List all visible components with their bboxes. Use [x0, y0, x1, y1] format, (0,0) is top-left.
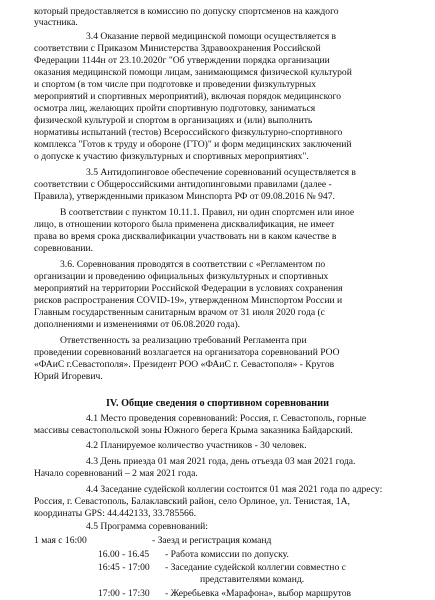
schedule-time: 16:45 - 17:00 [98, 562, 150, 573]
text-line: Начало соревнований – 2 мая 2021 года. [34, 468, 198, 479]
text-line: Ответственность за реализацию требований Регламента при [60, 335, 307, 346]
text-line: Главным государственным санитарным врачом от 31 июля 2020 года (с [34, 307, 325, 318]
text-line: мероприятий и спортивных мероприятий), включая порядок медицинского [34, 91, 342, 102]
text-line: В соответствии с пунктом 10.11.1. Правил, ни один спортсмен или иное [60, 207, 355, 218]
text-line: соответствии с Приказом Министерства Здравоохранения Российской [34, 43, 321, 54]
text-line: мероприятий на территории Российской Федерации в условиях сохранения [34, 283, 343, 294]
section-heading: IV. Общие сведения о спортивном соревновании [105, 398, 330, 409]
text-line: массивы севастопольской зоны Южного берега Крыма заказника Байдарский. [34, 425, 353, 436]
text-line: «ФАиС г.Севастополя». Президент РОО «ФАиС г. Севастополя» - Кругов [34, 359, 335, 370]
schedule-time: 16.00 - 16.45 [98, 549, 150, 560]
text-line: лицо, в отношении которого была применена дисквалификация, не имеет [34, 219, 335, 230]
text-line: Россия, г. Севастополь, Балаклавский район, село Орлиное, ул. Тенистая, 1А, [34, 496, 350, 507]
schedule-event: - Жеребьевка «Марафона», выбор маршрутов [165, 588, 352, 599]
text-line: который предоставляется в комиссию по допуску спортсменов на каждого [34, 6, 339, 17]
text-line: 4.1 Место проведения соревнований: Россия, г. Севастополь, горные [86, 413, 367, 424]
text-line: дополнениями и изменениями от 06.08.2020 года). [34, 319, 241, 330]
text-line: проведении соревнований возлагается на организатора соревнований РОО [34, 347, 340, 358]
text-line: о допуске к участию физкультурных и спортивных мероприятиях". [34, 151, 309, 162]
text-line: соревновании. [34, 243, 94, 254]
text-line: координаты GPS: 44.442133, 33.785566. [34, 508, 197, 519]
text-line: 3.6. Соревнования проводятся в соответствии с «Регламентом по [60, 259, 326, 270]
text-line: организации и проведению официальных физкультурных и спортивных [34, 271, 329, 282]
text-line: нормативы испытаний (тестов) Всероссийского физкультурно-спортивного [34, 127, 343, 138]
text-line: комплекса "Готов к труду и обороне (ГТО)" и форм медицинских заключений [34, 139, 352, 150]
text-line: оказания медицинской помощи лицам, занимающимся физической культурой [34, 67, 352, 78]
text-line: и спортом (в том числе при подготовке и проведении физкультурных [34, 79, 316, 90]
text-line: 4.5 Программа соревнований: [86, 521, 208, 532]
text-line: 3.5 Антидопинговое обеспечение соревнований осуществляется в [86, 167, 356, 178]
schedule-event: представителями команд. [200, 574, 305, 585]
text-line: 3.4 Оказание первой медицинской помощи осуществляется в [86, 31, 337, 42]
text-line: физической культурой и спортом в организациях и (или) выполнить [34, 115, 313, 126]
text-line: 4.2 Планируемое количество участников - 30 человек. [86, 440, 307, 451]
text-line: рисков распространения COVID-19», утвержденном Минспортом России и [34, 295, 343, 306]
text-line: права во время срока дисквалификации участвовать ни в каком качестве в [34, 231, 337, 242]
text-line: Федерации 1144н от 23.10.2020г "Об утверждении порядка организации [34, 55, 330, 66]
text-line: Юрий Игоревич. [34, 371, 103, 382]
schedule-event: - Работа комиссии по допуску. [165, 549, 289, 560]
text-line: осмотра лиц, желающих пройти спортивную подготовку, заниматься [34, 103, 316, 114]
schedule-event: - Заседание судейской коллегии совместно с [165, 562, 346, 573]
schedule-time: 17:00 - 17:30 [98, 588, 150, 599]
text-line: соответствии с Общероссийскими антидопинговыми правилами (далее - [34, 179, 332, 190]
schedule-time: 1 мая с 16:00 [34, 535, 87, 546]
text-line: 4.3 День приезда 01 мая 2021 года, день отъезда 03 мая 2021 года. [86, 456, 356, 467]
text-line: 4.4 Заседание судейской коллегии состоится 01 мая 2021 года по адресу: [86, 484, 383, 495]
text-line: Правила), утвержденными приказом Минспорта РФ от 09.08.2016 № 947. [34, 191, 335, 202]
text-line: участника. [34, 17, 78, 28]
schedule-event: - Заезд и регистрация команд [152, 535, 272, 546]
